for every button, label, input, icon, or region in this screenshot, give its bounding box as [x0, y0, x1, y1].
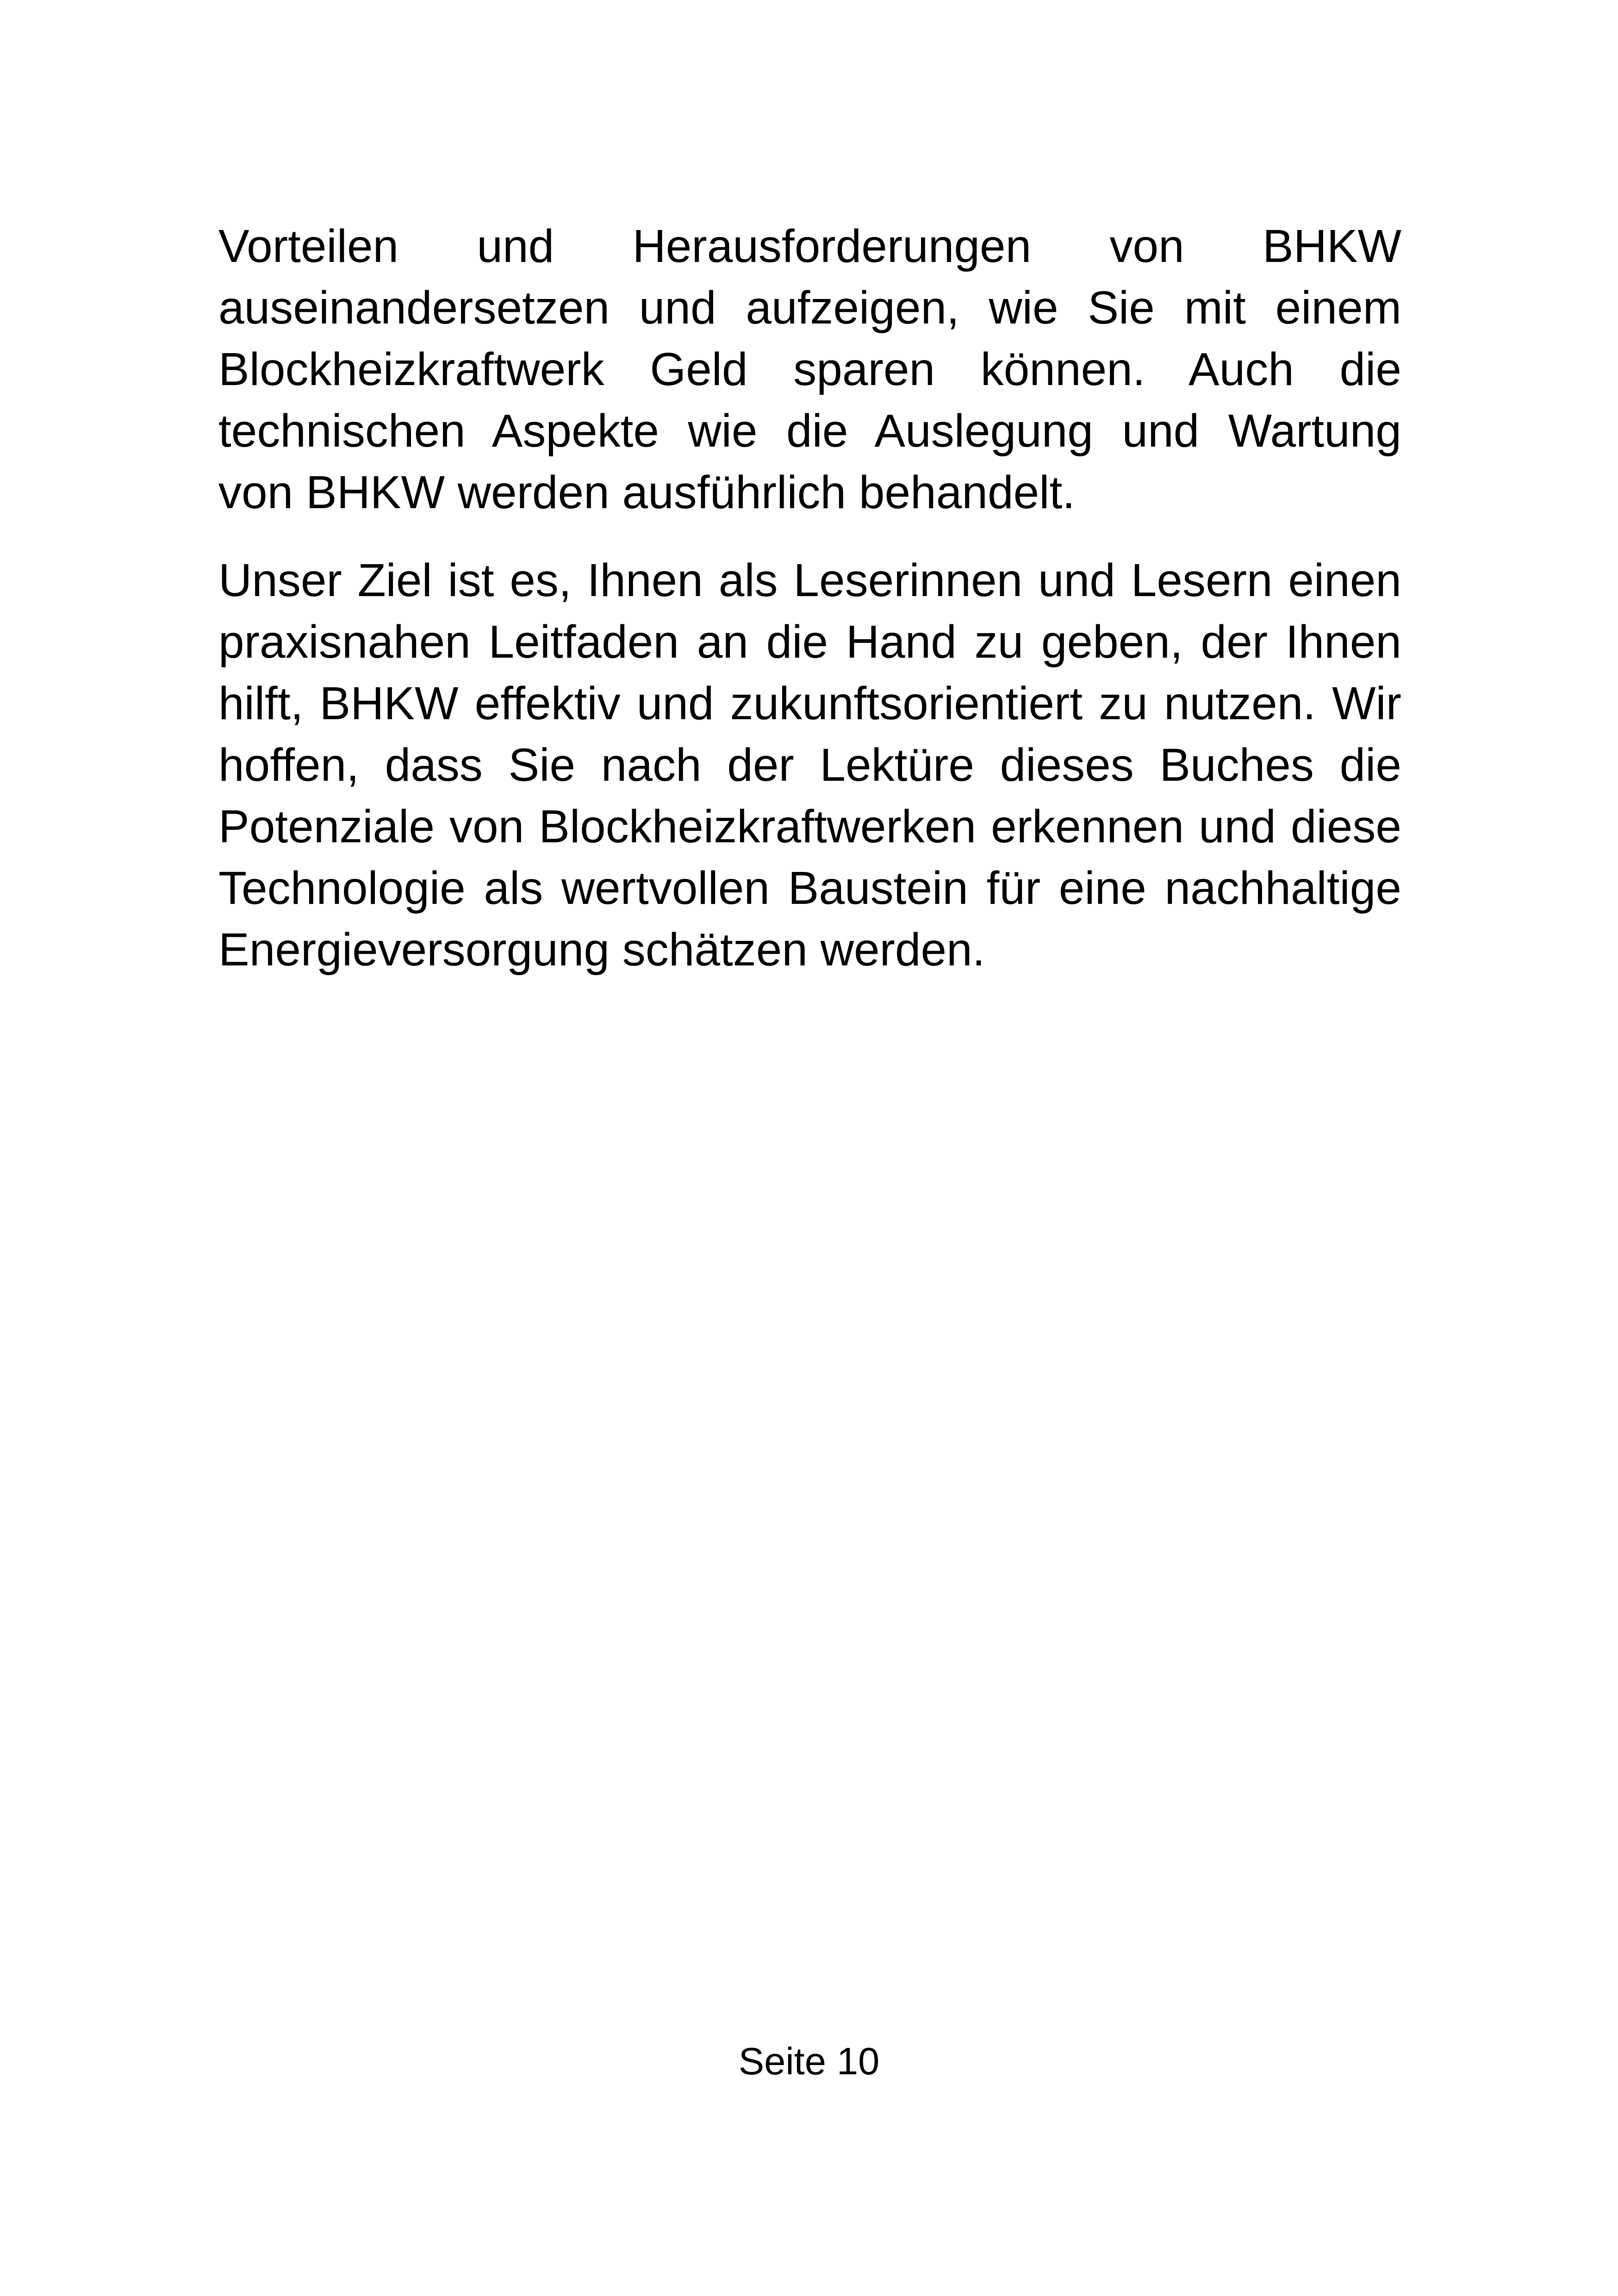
text-line: Unser Ziel ist es, Ihnen als Leserinnen und Lesern einen	[218, 554, 1401, 606]
text-line: Technologie als wertvollen Baustein für eine nachhaltige	[218, 862, 1401, 914]
text-line: Energieversorgung schätzen werden.	[218, 924, 985, 976]
page-number: Seite 10	[738, 2040, 880, 2083]
text-line: hilft, BHKW effektiv und zukunftsorientiert zu nutzen. Wir	[218, 678, 1401, 729]
text-line: Potenziale von Blockheizkraftwerken erkennen und diese	[218, 801, 1401, 852]
text-line: technischen Aspekte wie die Auslegung und Wartung	[218, 405, 1401, 457]
text-line: auseinandersetzen und aufzeigen, wie Sie mit einem	[218, 282, 1401, 334]
body-paragraph	[218, 216, 1401, 523]
body-paragraph	[218, 550, 1401, 981]
text-line: von BHKW werden ausführlich behandelt.	[218, 467, 1076, 518]
text-line: praxisnahen Leitfaden an die Hand zu geben, der Ihnen	[218, 616, 1401, 668]
text-line: hoffen, dass Sie nach der Lektüre dieses Buches die	[218, 739, 1401, 791]
text-line: Vorteilen und Herausforderungen von BHKW	[218, 220, 1401, 272]
text-line: Blockheizkraftwerk Geld sparen können. Auch die	[218, 343, 1401, 395]
